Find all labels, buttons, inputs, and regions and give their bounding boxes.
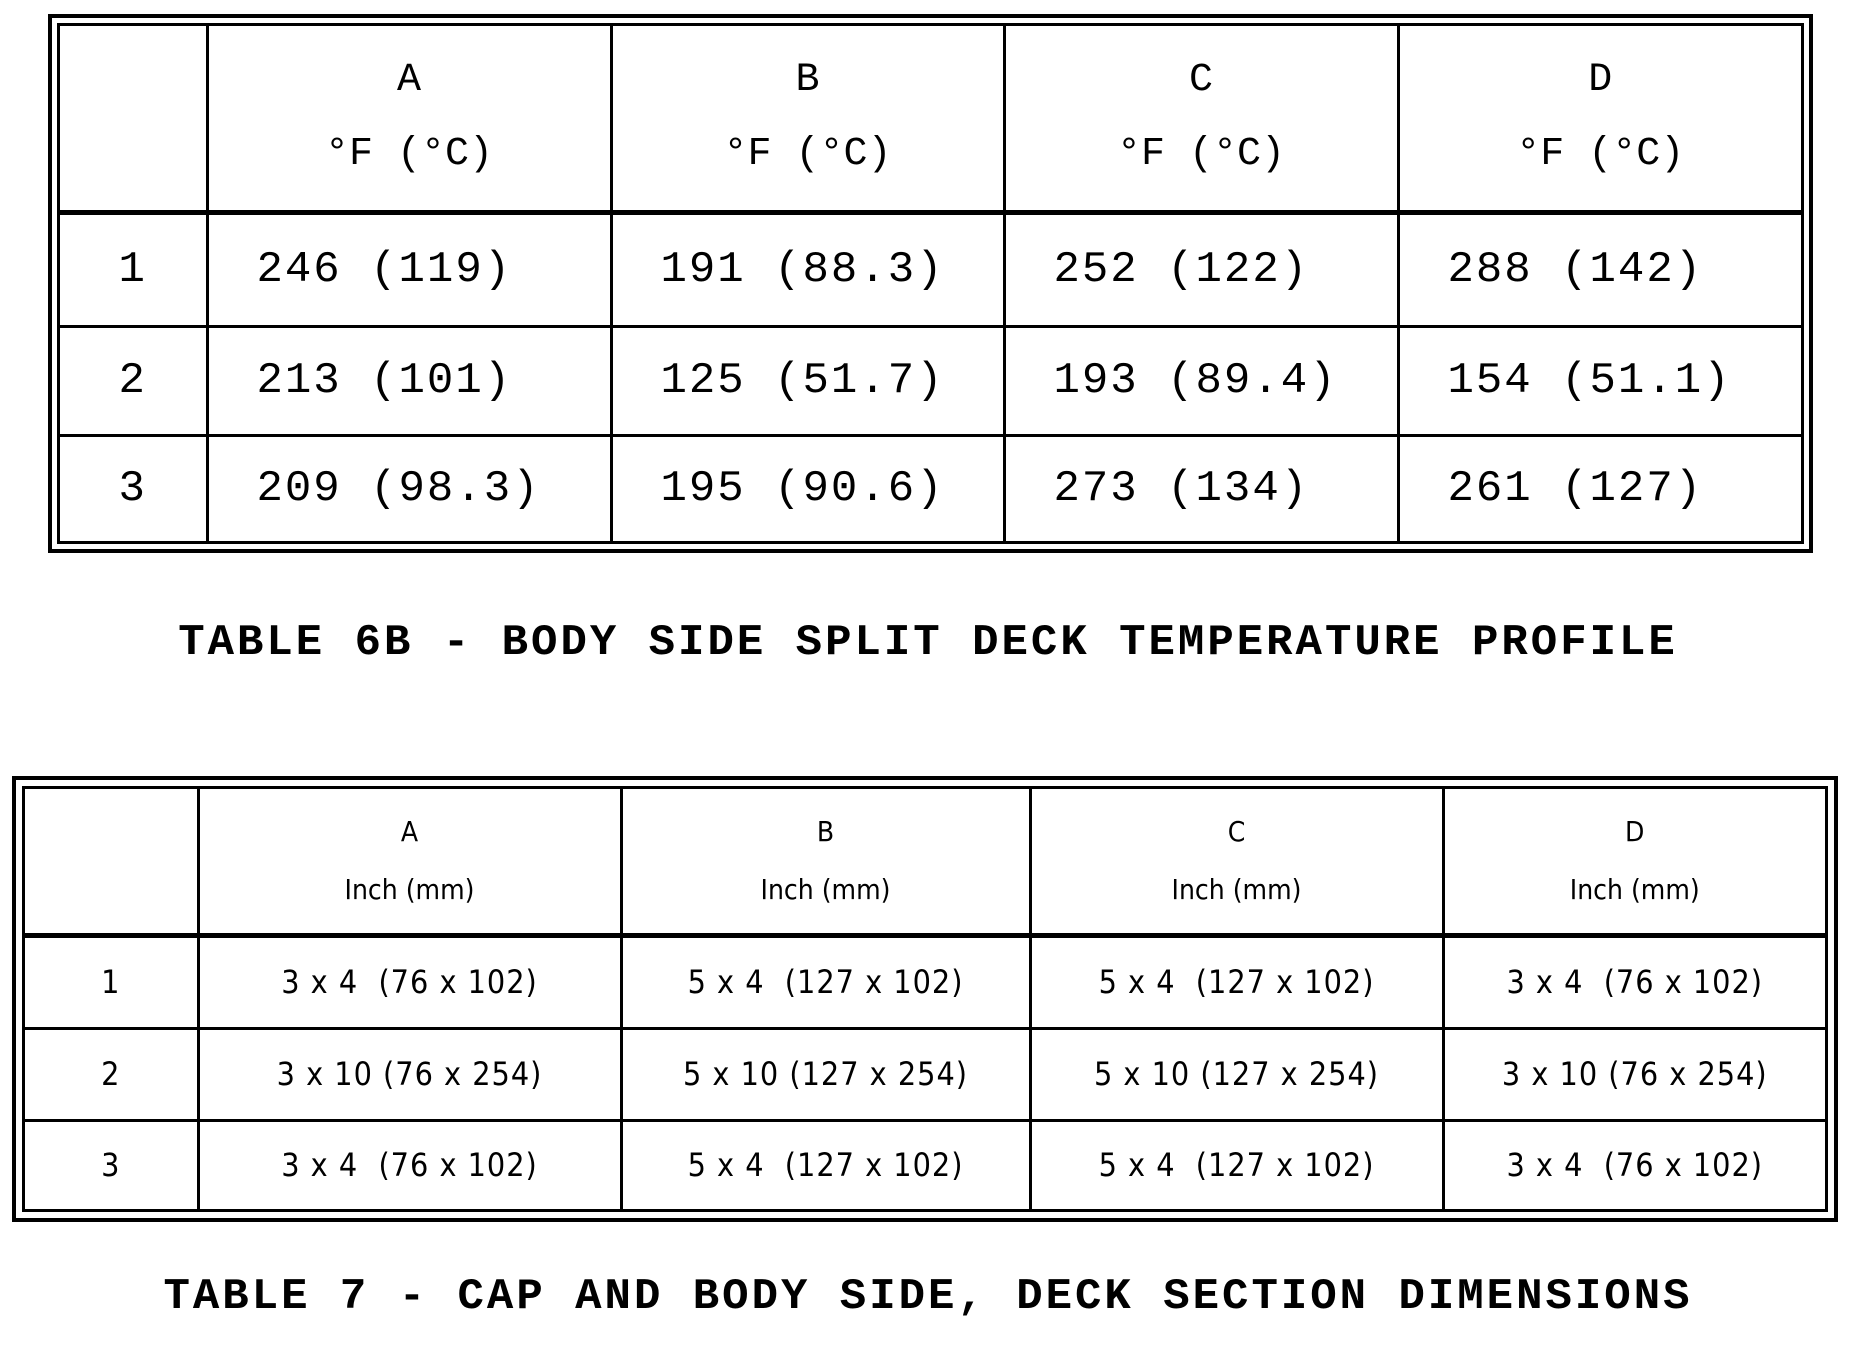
table-cell: 5 x 4 (127 x 102) [1030,1120,1443,1209]
table-cell: 193 (89.4) [1004,326,1398,435]
table-7-caption: TABLE 7 - CAP AND BODY SIDE, DECK SECTION DIMENSIONS [163,1272,1693,1322]
row-label: 1 [25,935,198,1028]
row-label: 2 [60,326,207,435]
column-unit: °F (°C) [1516,131,1685,177]
table-7-inner-border [22,786,1828,1212]
table-cell: 5 x 4 (127 x 102) [1030,935,1443,1028]
table-cell: 191 (88.3) [611,212,1004,326]
column-unit: °F (°C) [324,131,494,177]
column-letter: D [1625,814,1645,848]
table-cell: 3 x 10 (76 x 254) [1443,1028,1825,1120]
column-unit: Inch (mm) [1569,872,1700,906]
table-cell: 125 (51.7) [611,326,1004,435]
column-letter: B [816,814,835,848]
table-row [25,935,1825,1028]
column-unit: °F (°C) [723,131,892,177]
table-cell: 3 x 4 (76 x 102) [1443,935,1825,1028]
table-6b-caption: TABLE 6B - BODY SIDE SPLIT DECK TEMPERATURE PROFILE [178,618,1678,668]
table-cell: 3 x 4 (76 x 102) [198,1120,621,1209]
table-7 [25,789,1825,1209]
column-letter: C [1227,814,1246,848]
table-cell: 3 x 10 (76 x 254) [198,1028,621,1120]
column-header-c [1030,789,1443,935]
column-letter: D [1588,57,1613,103]
table-cell: 3 x 4 (76 x 102) [198,935,621,1028]
table-6b-inner-border [57,23,1804,544]
table-6b [60,26,1801,541]
column-header-b [621,789,1030,935]
table-cell: 261 (127) [1398,435,1801,541]
table-cell: 5 x 10 (127 x 254) [621,1028,1030,1120]
column-unit: Inch (mm) [760,872,891,906]
row-label: 3 [60,435,207,541]
column-header-a [207,26,611,212]
row-label: 2 [25,1028,198,1120]
column-unit: Inch (mm) [1171,872,1302,906]
column-header-d [1443,789,1825,935]
column-letter: A [396,57,421,103]
column-letter: C [1188,57,1213,103]
corner-cell [60,26,207,212]
table-cell: 5 x 4 (127 x 102) [621,935,1030,1028]
column-header-c [1004,26,1398,212]
table-cell: 195 (90.6) [611,435,1004,541]
row-label: 3 [25,1120,198,1209]
table-7-frame [12,776,1838,1222]
row-label: 1 [60,212,207,326]
column-letter: B [795,57,820,103]
table-cell: 288 (142) [1398,212,1801,326]
table-6b-frame [48,14,1813,553]
table-row [60,326,1801,435]
table-cell: 154 (51.1) [1398,326,1801,435]
table-cell: 209 (98.3) [207,435,611,541]
corner-cell [25,789,198,935]
table-row [25,1120,1825,1209]
table-row [60,212,1801,326]
table-cell: 5 x 10 (127 x 254) [1030,1028,1443,1120]
table-cell: 246 (119) [207,212,611,326]
header-row [60,26,1801,212]
column-unit: Inch (mm) [344,872,475,906]
table-cell: 273 (134) [1004,435,1398,541]
column-header-b [611,26,1004,212]
table-row [60,435,1801,541]
table-cell: 5 x 4 (127 x 102) [621,1120,1030,1209]
table-cell: 252 (122) [1004,212,1398,326]
table-cell: 3 x 4 (76 x 102) [1443,1120,1825,1209]
table-cell: 213 (101) [207,326,611,435]
column-letter: A [400,814,419,848]
column-header-a [198,789,621,935]
column-unit: °F (°C) [1116,131,1286,177]
table-row [25,1028,1825,1120]
header-row [25,789,1825,935]
column-header-d [1398,26,1801,212]
